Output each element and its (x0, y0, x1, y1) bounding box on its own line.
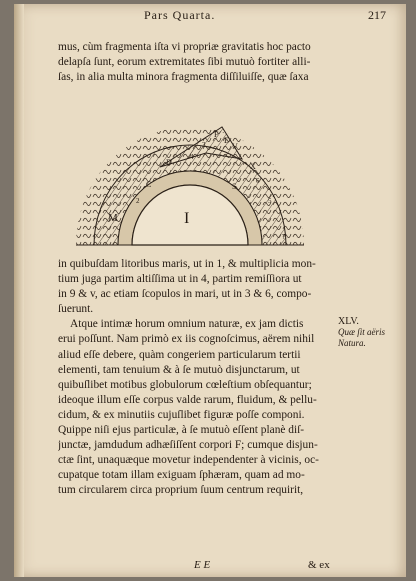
text-line: cupatque totam illam exiguam ſphæram, quam ad mo- (58, 469, 305, 482)
body-text (58, 257, 334, 499)
text-line: cidum, & ex minutiis cujuſlibet figuræ poſſe componi. (58, 408, 305, 421)
figure-label-E: E (224, 136, 229, 145)
text-line: ſuerunt. (58, 303, 94, 316)
figure-label-2: 2 (136, 197, 140, 205)
text-line: elementi, tam tenuium & à ſe mutuò disjunctarum, ut (58, 363, 300, 376)
text-line: quibuſlibet motibus globulorum cœleſtium obſequantur; (58, 378, 312, 391)
margin-note-number: XLV. (338, 316, 359, 327)
figure-label-3: 3 (202, 141, 206, 149)
figure-label-7: 7 (282, 233, 286, 241)
text-line: tum circularem circa proprium ſuum centrum requirit, (58, 484, 304, 497)
figure-label-D: D (166, 158, 172, 167)
text-line: aliud eſſe debere, quàm congeriem particularum tertii (58, 348, 301, 361)
figure-label-V: V (232, 142, 238, 151)
text-line: erui poſſunt. Nam primò ex iis cognoſcimus, aërem nihil (58, 333, 315, 346)
text-line: Atque intimæ horum omnium naturæ, ex jam dictis (70, 318, 304, 331)
book-page (14, 4, 406, 577)
figure-label-5: 5 (268, 197, 272, 205)
text-line: in 9 & v, ac etiam ſcopulos in mari, ut in 3 & 6, compo- (58, 288, 312, 301)
text-line: tium juga partim altiſſima ut in 4, partim remiſſiora ut (58, 273, 302, 286)
top-text (58, 40, 334, 85)
figure-label-4: 4 (190, 153, 194, 161)
margin-note (338, 316, 400, 349)
engraving-figure (72, 103, 308, 253)
running-head: Pars Quarta. (144, 8, 216, 22)
text-line: ctæ ſint, unaquæque movetur independenter à vicinis, oc- (58, 454, 319, 467)
figure-label-X: X (250, 162, 256, 171)
page-gutter (14, 4, 24, 577)
page-number: 217 (368, 8, 386, 22)
page-header (124, 8, 386, 24)
margin-note-text: Quæ ſit aëris Natura. (338, 327, 386, 348)
text-line: ſas, in alia multa minora fragmenta diſſiluiſſe, quæ ſaxa (58, 71, 309, 84)
text-line: ideoque illum eſſe corpus valde rarum, fluidum, & pellu- (58, 393, 317, 406)
figure-label-S: S (232, 182, 237, 191)
figure-label-C: C (146, 180, 152, 189)
text-line: in quibuſdam litoribus maris, ut in 1, & multiplicia mon- (58, 258, 316, 270)
catchword: & ex (308, 559, 330, 571)
figure-label-6: 6 (256, 177, 260, 185)
text-line: junctæ, jamdudum adhæſiſſent corpori F; cumque disjun- (58, 439, 318, 452)
figure-label-F: F (214, 130, 219, 139)
signature-mark: E E (194, 559, 211, 571)
text-line: delapſa ſunt, eorum extremitates ſibi mutuò fortiter alli- (58, 56, 311, 69)
text-line: Quippe niſi ejus particulæ, à ſe mutuò eſſent planè diſ- (58, 424, 305, 437)
figure-label-M: M (108, 212, 118, 224)
figure-label-I: I (184, 210, 190, 227)
text-line: mus, cùm fragmenta iſta vi propriæ gravitatis hoc pacto (58, 41, 311, 53)
